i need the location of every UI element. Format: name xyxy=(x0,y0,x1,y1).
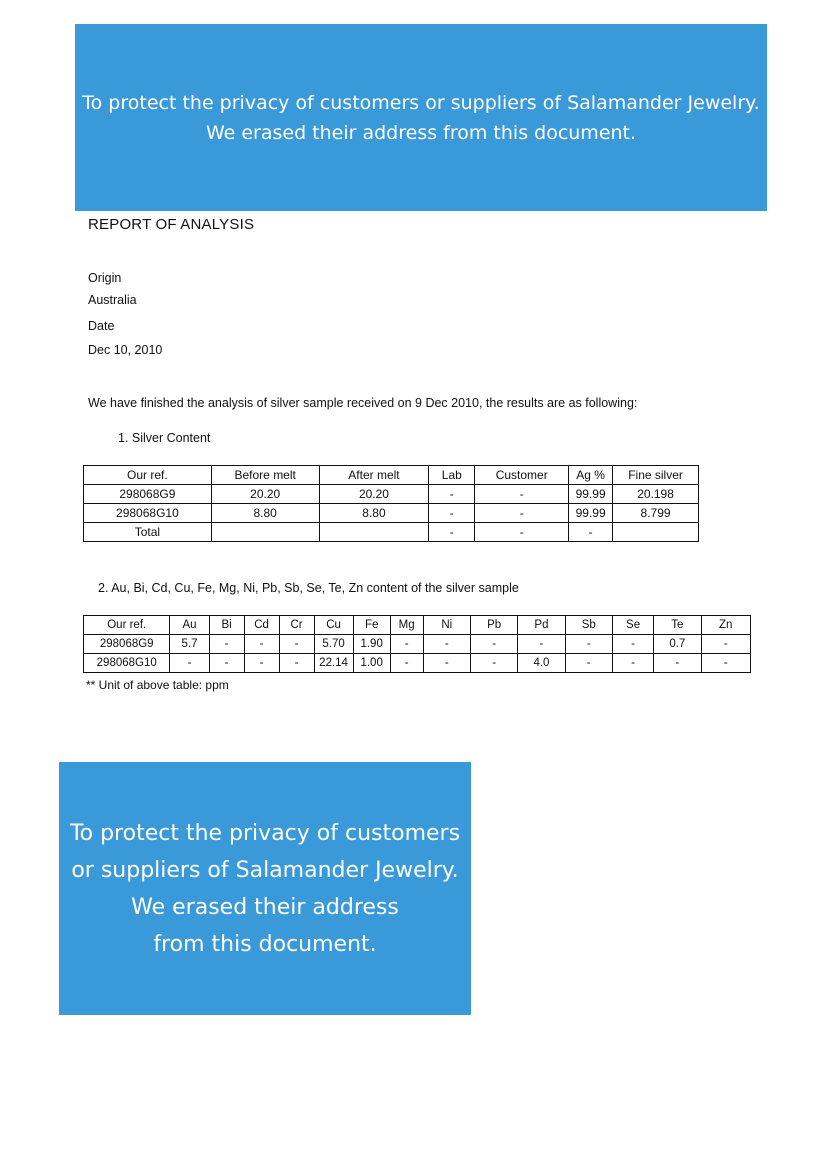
table-cell: - xyxy=(279,654,314,673)
table-row-total xyxy=(84,523,699,542)
table-row xyxy=(84,654,751,673)
table-cell: 298068G9 xyxy=(84,635,170,654)
col-header: Cd xyxy=(244,616,279,635)
table-row xyxy=(84,504,699,523)
origin-label: Origin xyxy=(88,271,122,285)
table-cell: - xyxy=(518,635,565,654)
table-cell xyxy=(319,523,429,542)
table-cell: - xyxy=(470,635,517,654)
col-header: Bi xyxy=(209,616,244,635)
trace-content-table xyxy=(83,615,751,673)
table-cell: 298068G9 xyxy=(84,485,212,504)
table-cell: Total xyxy=(84,523,212,542)
table-row xyxy=(84,635,751,654)
table-cell: - xyxy=(244,635,279,654)
table-cell: 4.0 xyxy=(518,654,565,673)
silver-content-title: 1. Silver Content xyxy=(118,431,211,445)
table-cell xyxy=(613,523,699,542)
privacy-notice-line: To protect the privacy of customers xyxy=(69,820,461,846)
table-cell: 99.99 xyxy=(569,504,613,523)
table-cell: - xyxy=(209,654,244,673)
col-header: Fine silver xyxy=(613,466,699,485)
table-cell: - xyxy=(279,635,314,654)
col-header: Cr xyxy=(279,616,314,635)
table-row xyxy=(84,485,699,504)
table-cell: - xyxy=(565,635,612,654)
col-header: Our ref. xyxy=(84,466,212,485)
silver-content-table xyxy=(83,465,699,542)
table-cell: - xyxy=(654,654,701,673)
table-cell: - xyxy=(390,654,423,673)
table-cell: 0.7 xyxy=(654,635,701,654)
trace-content-title: 2. Au, Bi, Cd, Cu, Fe, Mg, Ni, Pb, Sb, Se, Te, Zn content of the silver sample xyxy=(98,581,519,595)
col-header: Zn xyxy=(701,616,751,635)
privacy-notice-line: We erased their address xyxy=(131,894,399,920)
date-label: Date xyxy=(88,319,115,333)
privacy-notice-line: We erased their address from this document. xyxy=(205,121,637,144)
table-cell: 1.90 xyxy=(353,635,390,654)
origin-value: Australia xyxy=(88,293,137,307)
table-cell: - xyxy=(565,654,612,673)
table-cell: 20.20 xyxy=(211,485,319,504)
table-cell: 20.20 xyxy=(319,485,429,504)
table-cell: - xyxy=(429,504,475,523)
table-cell: 298068G10 xyxy=(84,504,212,523)
table-cell: 99.99 xyxy=(569,485,613,504)
table-cell: - xyxy=(423,635,470,654)
col-header: Ni xyxy=(423,616,470,635)
table-cell: - xyxy=(701,635,751,654)
table-cell: - xyxy=(475,504,569,523)
table-cell: - xyxy=(569,523,613,542)
table-cell: - xyxy=(423,654,470,673)
privacy-notice-top xyxy=(75,24,767,211)
table-header-row xyxy=(84,466,699,485)
table-cell: 22.14 xyxy=(314,654,353,673)
col-header: Te xyxy=(654,616,701,635)
unit-note: ** Unit of above table: ppm xyxy=(86,678,229,692)
privacy-notice-line: To protect the privacy of customers or suppliers of Salamander Jewelry. xyxy=(82,91,760,114)
table-cell: - xyxy=(390,635,423,654)
col-header: Ag % xyxy=(569,466,613,485)
col-header: Au xyxy=(170,616,209,635)
table-cell: - xyxy=(475,485,569,504)
col-header: Cu xyxy=(314,616,353,635)
intro-text: We have finished the analysis of silver sample received on 9 Dec 2010, the results are as following: xyxy=(88,396,638,410)
col-header: Sb xyxy=(565,616,612,635)
col-header: Before melt xyxy=(211,466,319,485)
privacy-notice-line: or suppliers of Salamander Jewelry. xyxy=(71,857,459,883)
col-header: Mg xyxy=(390,616,423,635)
table-cell: - xyxy=(170,654,209,673)
table-cell: 8.799 xyxy=(613,504,699,523)
col-header: After melt xyxy=(319,466,429,485)
table-cell: - xyxy=(429,523,475,542)
col-header: Our ref. xyxy=(84,616,170,635)
col-header: Fe xyxy=(353,616,390,635)
table-cell: 20.198 xyxy=(613,485,699,504)
table-cell: 5.70 xyxy=(314,635,353,654)
col-header: Customer xyxy=(475,466,569,485)
table-cell: 298068G10 xyxy=(84,654,170,673)
col-header: Se xyxy=(612,616,653,635)
table-cell: - xyxy=(244,654,279,673)
table-cell: - xyxy=(209,635,244,654)
table-cell: 8.80 xyxy=(319,504,429,523)
table-cell: 5.7 xyxy=(170,635,209,654)
table-cell: - xyxy=(470,654,517,673)
table-cell xyxy=(211,523,319,542)
col-header: Lab xyxy=(429,466,475,485)
table-cell: - xyxy=(429,485,475,504)
table-cell: - xyxy=(612,635,653,654)
table-cell: - xyxy=(475,523,569,542)
table-cell: - xyxy=(612,654,653,673)
table-cell: - xyxy=(701,654,751,673)
table-cell: 8.80 xyxy=(211,504,319,523)
table-cell: 1.00 xyxy=(353,654,390,673)
col-header: Pb xyxy=(470,616,517,635)
date-value: Dec 10, 2010 xyxy=(88,343,163,357)
privacy-notice-bottom xyxy=(59,762,471,1015)
col-header: Pd xyxy=(518,616,565,635)
table-header-row xyxy=(84,616,751,635)
report-title: REPORT OF ANALYSIS xyxy=(88,216,255,233)
privacy-notice-line: from this document. xyxy=(153,931,377,957)
